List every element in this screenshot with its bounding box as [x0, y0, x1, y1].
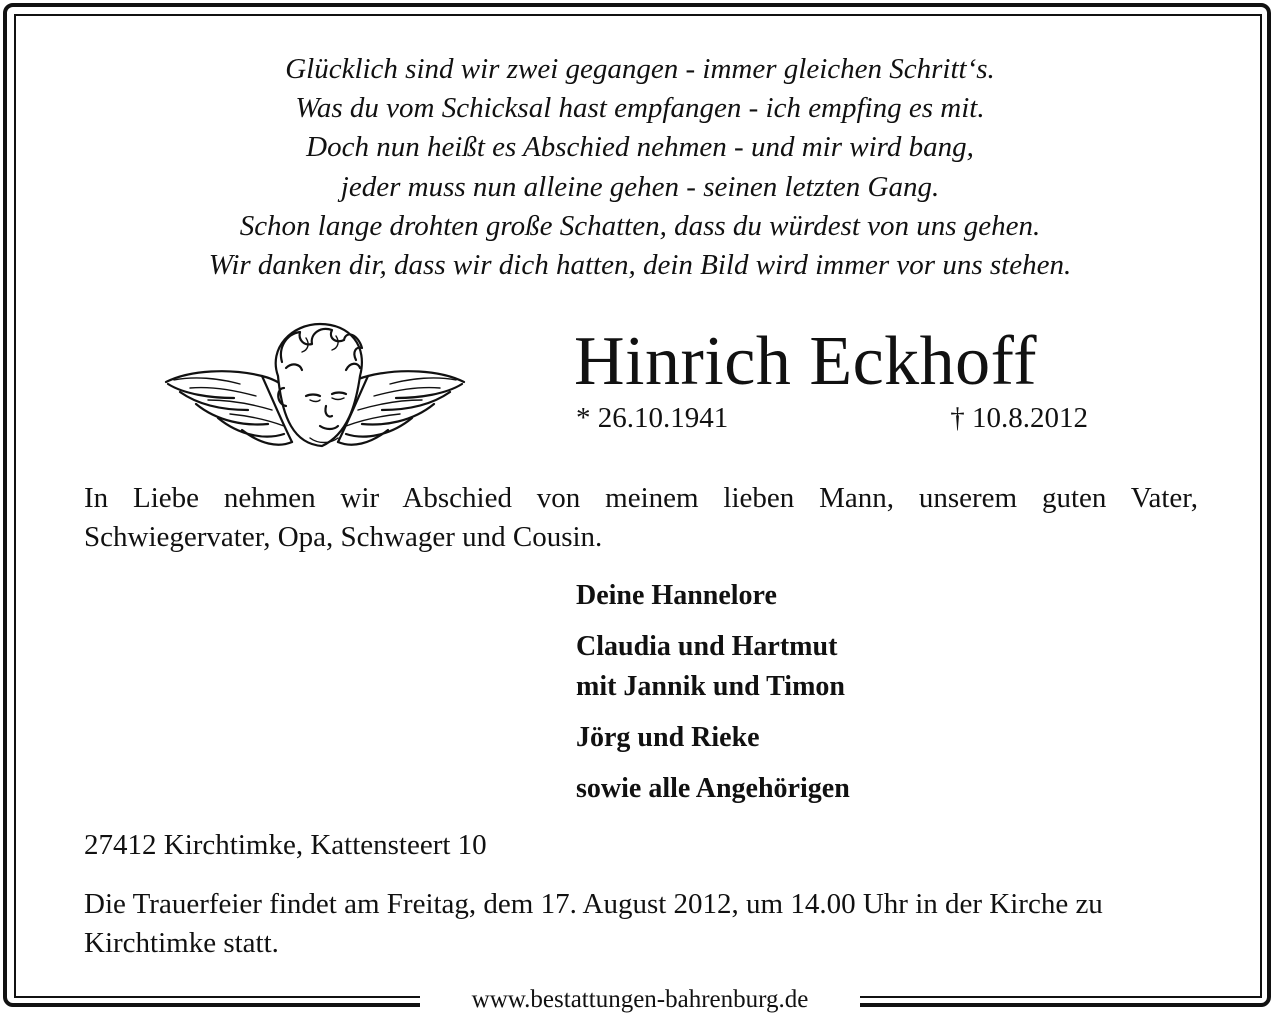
- address: 27412 Kirchtimke, Kattensteert 10: [84, 829, 487, 861]
- mourner-name: sowie alle Angehörigen: [576, 773, 850, 804]
- mourner-group: [576, 769, 850, 809]
- poem-line: Schon lange drohten große Schatten, dass du würdest von uns gehen.: [239, 209, 1041, 242]
- intro-text: In Liebe nehmen wir Abschied von meinem lieben Mann, unserem guten Vater, Schwiegervater, Opa, Schwager und Cousin.: [84, 482, 1198, 553]
- poem-line: Doch nun heißt es Abschied nehmen - und mir wird bang,: [306, 131, 974, 164]
- service-text: Die Trauerfeier findet am Freitag, dem 17. August 2012, um 14.00 Uhr in der Kirche zu Kirchtimke statt.: [84, 888, 1103, 959]
- mourner-name: Deine Hannelore: [576, 580, 777, 611]
- mourner-group: [576, 627, 850, 707]
- footer-url[interactable]: www.bestattungen-bahrenburg.de: [420, 985, 860, 1015]
- mourner-group: [576, 576, 850, 616]
- poem-line: Was du vom Schicksal hast empfangen - ich empfing es mit.: [295, 92, 985, 125]
- mourner-name: Claudia und Hartmut: [576, 631, 838, 662]
- cherub-icon: [160, 318, 470, 456]
- mourners-list: [576, 576, 850, 820]
- deceased-name: Hinrich Eckhoff: [574, 323, 1038, 400]
- poem-line: jeder muss nun alleine gehen - seinen letzten Gang.: [340, 170, 940, 203]
- death-date: † 10.8.2012: [950, 402, 1088, 434]
- birth-date: * 26.10.1941: [576, 402, 729, 434]
- mourner-name: Jörg und Rieke: [576, 722, 760, 753]
- poem-line: Wir danken dir, dass wir dich hatten, dein Bild wird immer vor uns stehen.: [208, 249, 1072, 282]
- mourner-name: mit Jannik und Timon: [576, 671, 845, 702]
- poem-line: Glücklich sind wir zwei gegangen - immer gleichen Schritt‘s.: [285, 53, 995, 85]
- poem: [40, 50, 1240, 285]
- mourner-group: [576, 718, 850, 758]
